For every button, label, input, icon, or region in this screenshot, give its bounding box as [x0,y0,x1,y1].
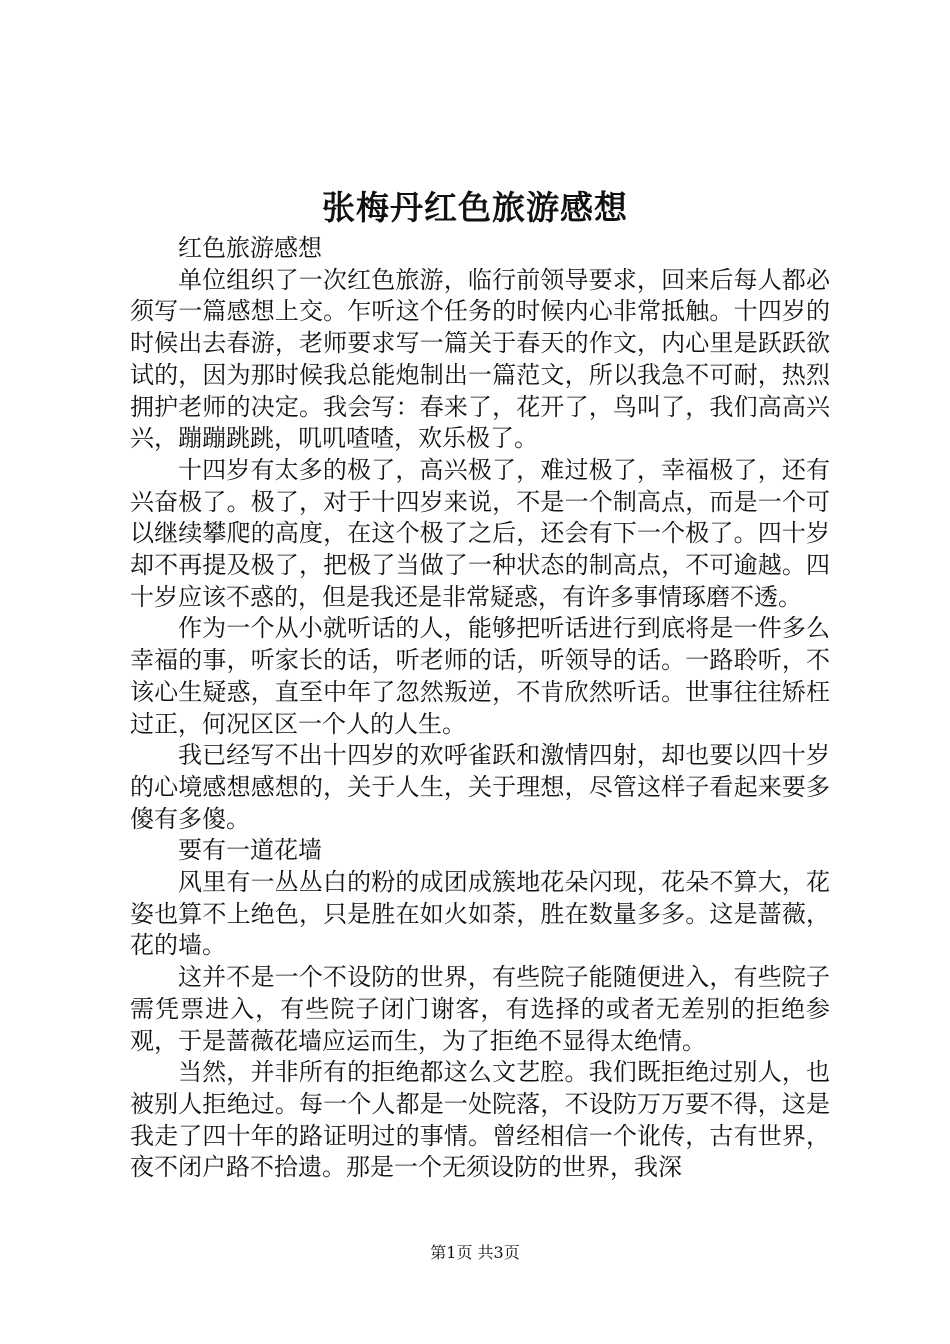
document-body [130,233,830,1184]
paragraph-subtitle: 红色旅游感想 [178,234,322,262]
paragraph: 风里有一丛丛白的粉的成团成簇地花朵闪现，花朵不算大，花姿也算不上绝色，只是胜在如火如荼，胜在数量多多。这是蔷薇，花的墙。 [130,868,830,960]
paragraph-section-heading: 要有一道花墙 [178,836,322,865]
paragraph: 十四岁有太多的极了，高兴极了，难过极了，幸福极了，还有兴奋极了。极了，对于十四岁来说，不是一个制高点，而是一个可以继续攀爬的高度，在这个极了之后，还会有下一个极了。四十岁却不再提及极了，把极了当做了一种状态的制高点，不可逾越。四十岁应该不惑的，但是我还是非常疑惑，有许多事情琢磨不透。 [130,455,830,611]
paragraph: 作为一个从小就听话的人，能够把听话进行到底将是一件多么幸福的事，听家长的话，听老师的话，听领导的话。一路聆听，不该心生疑惑，直至中年了忽然叛逆，不肯欣然听话。世事往往矫枉过正，何况区区一个人的人生。 [130,614,830,738]
page-footer: 第1页 共3页 [430,1243,520,1262]
paragraph: 这并不是一个不设防的世界，有些院子能随便进入，有些院子需凭票进入，有些院子闭门谢客，有选择的或者无差别的拒绝参观，于是蔷薇花墙应运而生，为了拒绝不显得太绝情。 [130,963,830,1055]
paragraph: 我已经写不出十四岁的欢呼雀跃和激情四射，却也要以四十岁的心境感想感想的，关于人生，关于理想，尽管这样子看起来要多傻有多傻。 [130,741,830,833]
paragraph: 单位组织了一次红色旅游，临行前领导要求，回来后每人都必须写一篇感想上交。乍听这个任务的时候内心非常抵触。十四岁的时候出去春游，老师要求写一篇关于春天的作文，内心里是跃跃欲试的，因为那时候我总能炮制出一篇范文，所以我急不可耐，热烈拥护老师的决定。我会写：春来了，花开了，鸟叫了，我们高高兴兴，蹦蹦跳跳，叽叽喳喳，欢乐极了。 [130,265,830,453]
document-title: 张梅丹红色旅游感想 [322,188,628,227]
paragraph: 当然，并非所有的拒绝都这么文艺腔。我们既拒绝过别人，也被别人拒绝过。每一个人都是一处院落，不设防万万要不得，这是我走了四十年的路证明过的事情。曾经相信一个讹传，古有世界，夜不闭户路不拾遗。那是一个无须设防的世界，我深 [130,1058,830,1182]
